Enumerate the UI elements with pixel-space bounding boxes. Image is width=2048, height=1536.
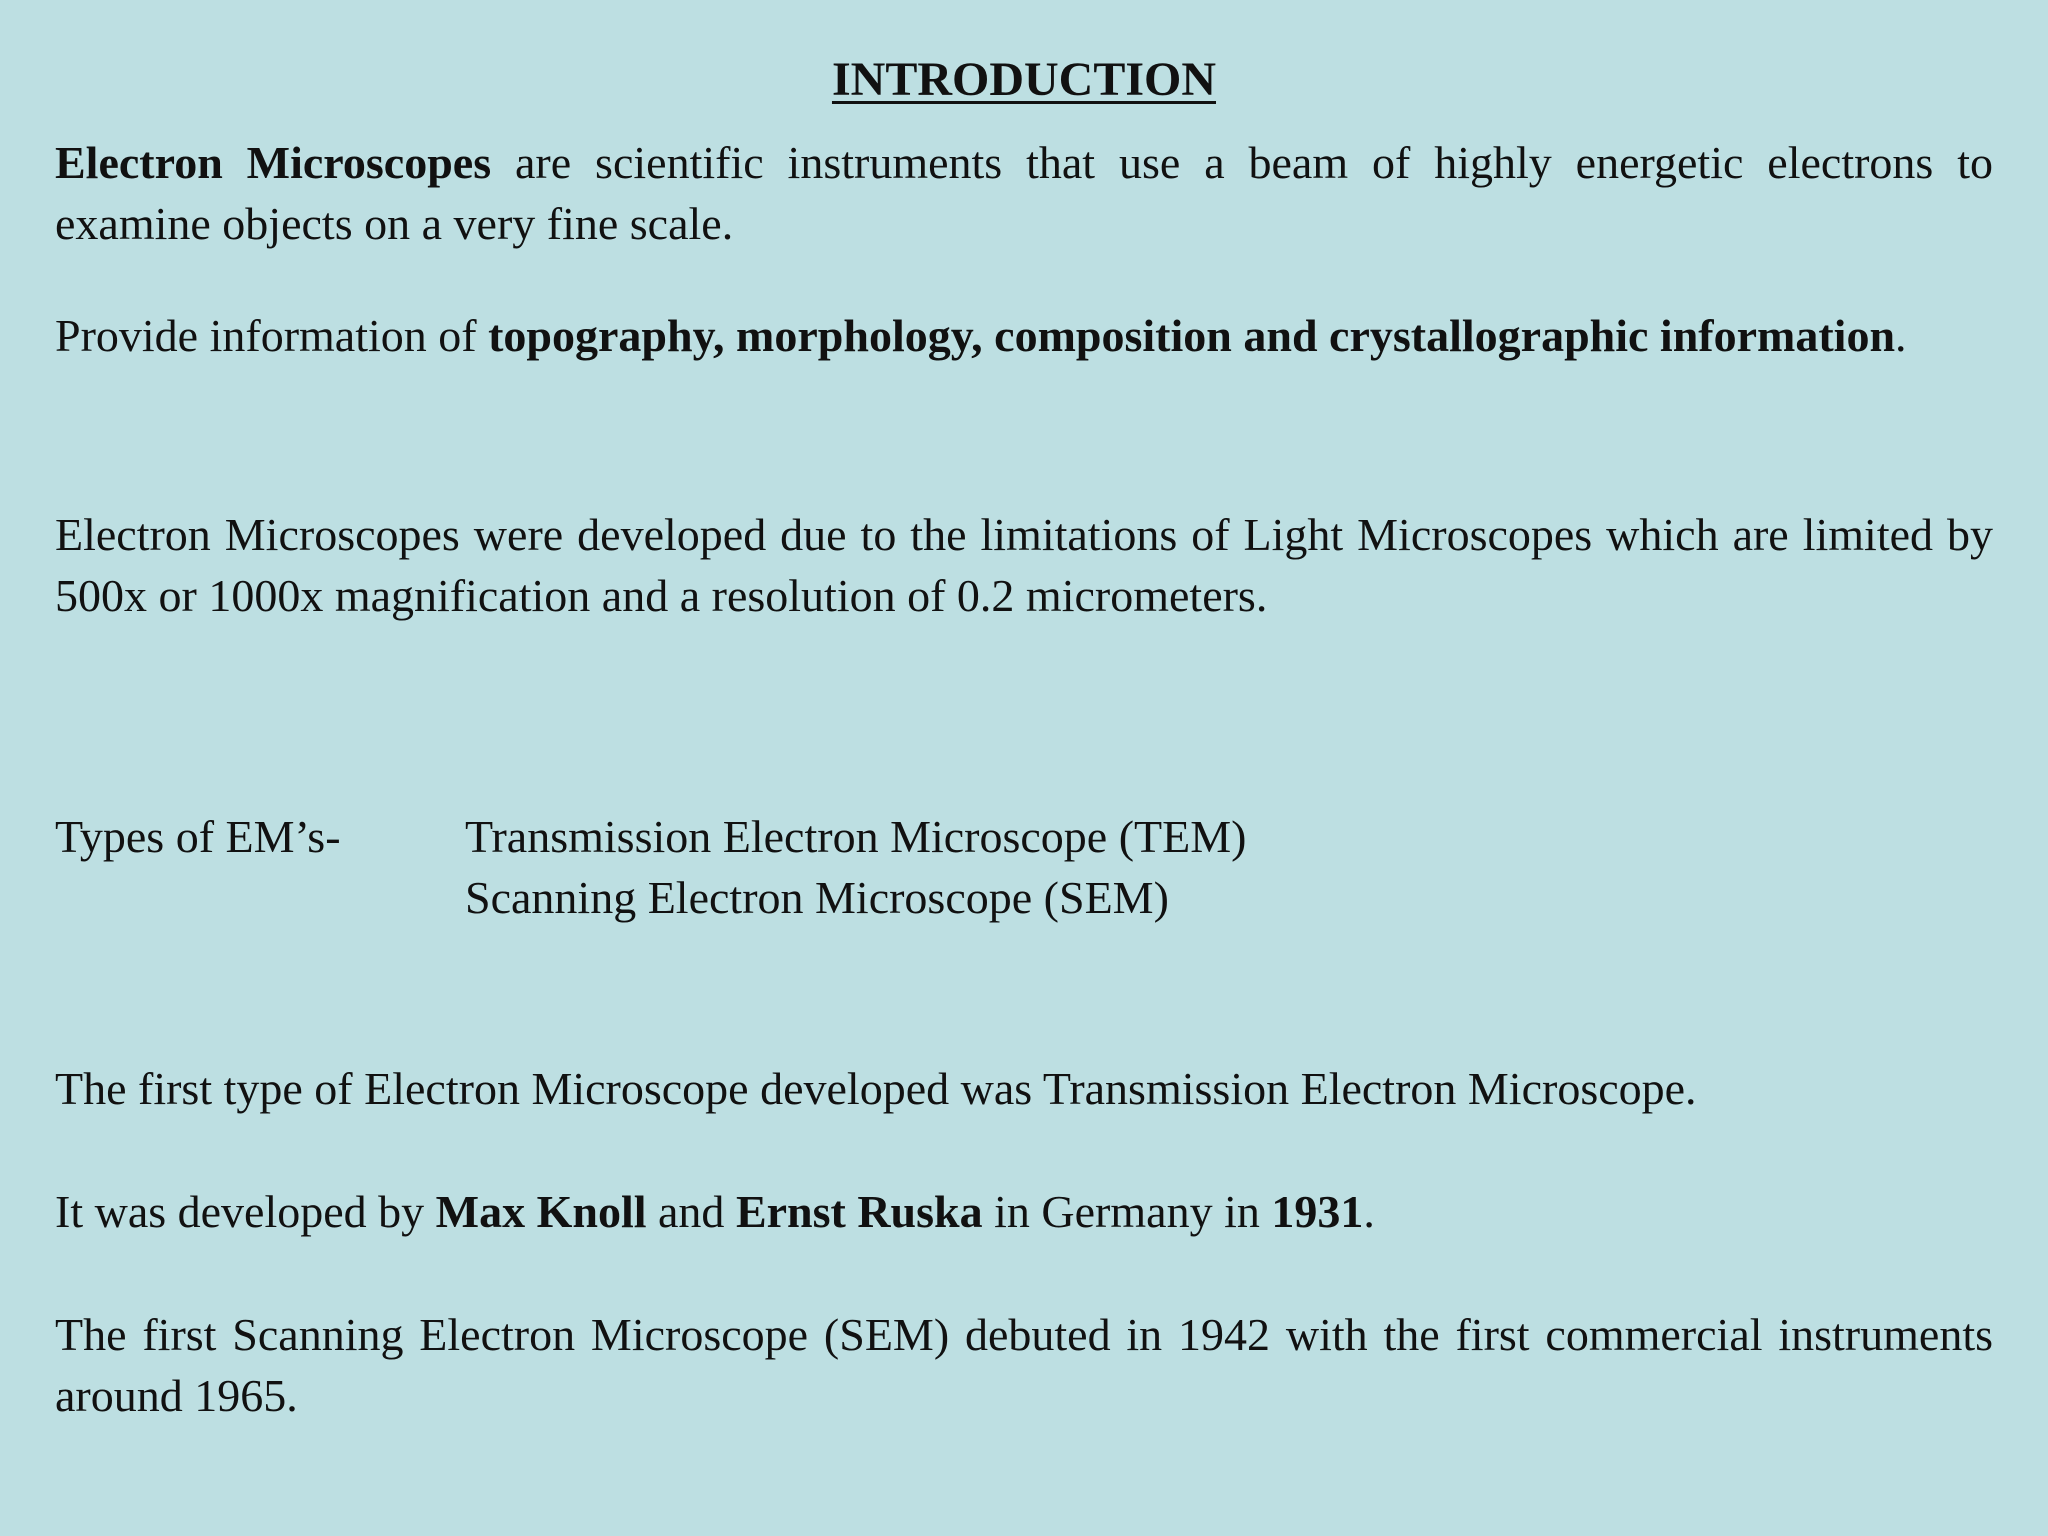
paragraph-first-type: The first type of Electron Microscope developed was Transmission Electron Microscope.: [55, 1063, 1697, 1114]
types-list: [465, 806, 1246, 928]
bold-term-electron-microscopes: Electron Microscopes: [55, 137, 492, 188]
developers-text-3: in Germany in: [982, 1186, 1272, 1237]
type-item-sem: Scanning Electron Microscope (SEM): [465, 872, 1169, 923]
slide-title: INTRODUCTION: [831, 53, 1217, 106]
paragraph-definition-text: are scientific instruments that use a beam of highly energetic electrons to examine objects on a very fine scale.: [55, 137, 1994, 249]
developers-text-1: It was developed by: [55, 1186, 436, 1237]
developers-text-2: and: [646, 1186, 736, 1237]
type-item-tem: Transmission Electron Microscope (TEM): [465, 811, 1247, 862]
paragraph-limitations: Electron Microscopes were developed due to the limitations of Light Microscopes which are limited by 500x or 1000x magnification and a resolution of 0.2 micrometers.: [55, 509, 1993, 621]
paragraph-developers: [55, 1181, 1993, 1242]
paragraph-information-lead: Provide information of: [55, 310, 489, 361]
paragraph-first-sem: The first Scanning Electron Microscope (SEM) debuted in 1942 with the first commercial instruments around 1965.: [55, 1309, 1993, 1421]
types-label: Types of EM’s-: [55, 811, 341, 862]
paragraph-definition: [55, 132, 1993, 254]
developer-max-knoll: Max Knoll: [435, 1186, 647, 1237]
developers-text-4: .: [1363, 1186, 1375, 1237]
year-1931: 1931: [1271, 1186, 1364, 1237]
developer-ernst-ruska: Ernst Ruska: [735, 1186, 983, 1237]
paragraph-information-end: .: [1895, 310, 1907, 361]
paragraph-information-bold: topography, morphology, composition and crystallographic information: [488, 310, 1896, 361]
paragraph-information: [55, 305, 1993, 366]
